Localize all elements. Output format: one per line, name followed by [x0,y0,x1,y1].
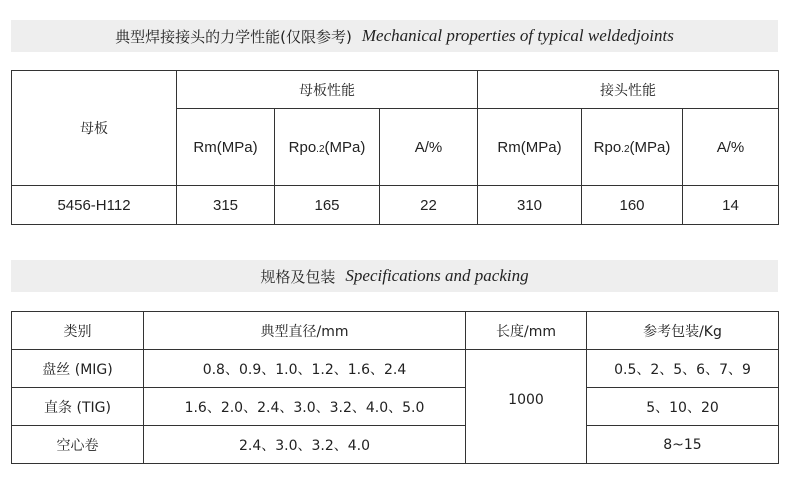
rp-prefix: Rpo [593,138,622,156]
rp-sub: .2 [316,143,325,155]
diameter-cell: 1.6、2.0、2.4、3.0、3.2、4.0、5.0 [144,388,466,426]
base-rm-header: Rm(MPa) [177,109,275,186]
packing-header: 参考包装/Kg [587,312,779,350]
length-value: 1000 [508,391,544,408]
length-cell [466,350,587,464]
joint-rp-cell: 160 [582,186,683,225]
type-header: 类别 [12,312,144,350]
section2-title-en: Specifications and packing [345,266,529,285]
base-rp-header [275,109,380,186]
mechanical-properties-table [11,70,779,225]
joint-props-header: 接头性能 [478,71,779,109]
section1-title-en: Mechanical properties of typical weldedjoints [361,26,674,45]
base-a-cell: 22 [380,186,478,225]
joint-a-cell: 14 [683,186,779,225]
diameter-header: 典型直径/mm [144,312,466,350]
length-header: 长度/mm [466,312,587,350]
mechanical-properties-banner [11,20,778,52]
grade-cell: 5456-H112 [12,186,177,225]
type-cell: 直条 (TIG) [12,388,144,426]
rp-suffix: (MPa) [629,138,671,156]
joint-rm-cell: 310 [478,186,582,225]
joint-rp-header [582,109,683,186]
specifications-banner [11,260,778,292]
packing-cell: 0.5、2、5、6、7、9 [587,350,779,388]
table-row [12,426,779,464]
base-material-header: 母板 [12,71,177,186]
type-cell: 空心卷 [12,426,144,464]
rp-suffix: (MPa) [324,138,366,156]
packing-cell: 8~15 [587,426,779,464]
type-cell: 盘丝 (MIG) [12,350,144,388]
base-a-header: A/% [380,109,478,186]
table-row [12,388,779,426]
section2-title-cn: 规格及包装 [260,267,336,286]
specifications-table [11,311,779,464]
rp-sub: .2 [621,143,630,155]
table-row [12,350,779,388]
packing-cell: 5、10、20 [587,388,779,426]
joint-a-header: A/% [683,109,779,186]
base-rp-cell: 165 [275,186,380,225]
table-row [12,186,779,225]
diameter-cell: 0.8、0.9、1.0、1.2、1.6、2.4 [144,350,466,388]
diameter-cell: 2.4、3.0、3.2、4.0 [144,426,466,464]
section1-title-cn: 典型焊接接头的力学性能(仅限参考) [115,27,352,46]
joint-rm-header: Rm(MPa) [478,109,582,186]
base-rm-cell: 315 [177,186,275,225]
rp-prefix: Rpo [288,138,317,156]
base-props-header: 母板性能 [177,71,478,109]
